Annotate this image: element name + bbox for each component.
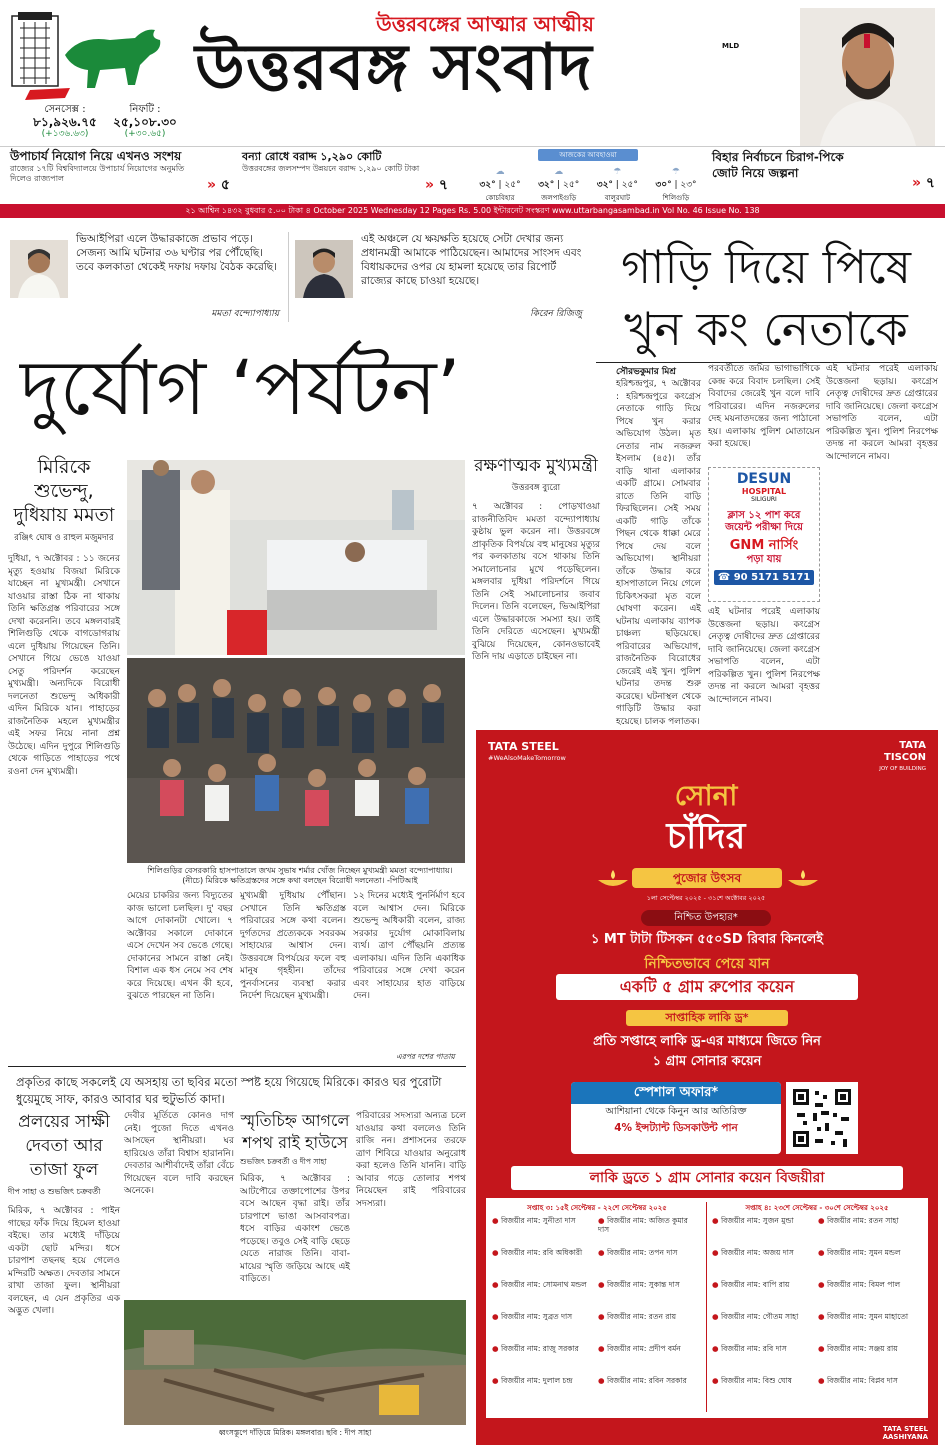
sensex-change: (+১৩৬.৬৩) — [41, 129, 89, 139]
winner-entry — [492, 1312, 594, 1321]
desun-sub: HOSPITAL — [741, 487, 787, 496]
weather-city: ☁ ৩২° | ২৫° কোচবিহার — [479, 167, 521, 202]
story-right-col3: এই ঘটনার পরেই এলাকায় উত্তেজনা ছড়ায়। কংগ্রেস নেতৃত্ব দোষীদের দ্রুত গ্রেপ্তারের দাবি জানিয়েছে। জেলা কংগ্রেস সভাপতি বলেন, এটা পরিকল্পিত খুন। পুলিশ নিরপেক্ষ তদন্ত না করলে আমরা বৃহত্তর আন্দোলনে নামব। — [826, 364, 938, 462]
bullet-icon: ● — [492, 1216, 501, 1225]
teaser-3[interactable] — [712, 149, 937, 201]
teaser-3-page-number: ৭ — [925, 175, 935, 191]
bottom-story-1-body: মিরিক, ৭ অক্টোবর : পাইন গাছের ফাঁক দিয়ে হিমেল হাওয়া বইছে। তার মধ্যেই দাঁড়িয়ে একটা ছোট মন্দির। ধসে চারপাশ তছনছ হয়ে গেলেও মন্দিরটি অক্ষত। দেবতার সামনে রাখা তাজা ফুল। স্থানীয়রা বলছেন, এ যেন প্রকৃতির এক অদ্ভুত খেলা। — [8, 1206, 120, 1316]
winner-entry — [598, 1344, 700, 1353]
winner-name: বিজয়ীর নাম: সুব্রত দাস — [500, 1312, 573, 1321]
winner-name: বিজয়ীর নাম: রবিন সরকার — [606, 1376, 687, 1385]
winner-name: বিজয়ীর নাম: বিপ্লব দাস — [826, 1376, 898, 1385]
story-right-col1: হরিশ্চন্দ্রপুর, ৭ অক্টোবর : হরিশ্চন্দ্রপুরে কংগ্রেস নেতাকে গাড়ি দিয়ে পিষে খুন করার অভিযোগ উঠল। মৃত নেতার নাম নজরুল ইসলাম (৪৫)। তাঁর বাড়ি থানা এলাকার একটি গ্রামে। সোমবার রাতে তিনি বাড়ি ফিরছিলেন। সেই সময় একটি গাড়ি তাঁকে পিছন থেকে ধাক্কা মেরে পিষে দেয় বলে অভিযোগ। স্থানীয়রা তাঁকে উদ্ধার করে হাসপাতালে নিয়ে গেলে চিকিৎসকরা মৃত বলে ঘোষণা করেন। এই ঘটনায় এলাকায় ব্যাপক চাঞ্চল্য ছড়িয়েছে। পরিবারের অভিযোগ, রাজনৈতিক বিরোধের জেরেই এই খুন। পুলিশ ঘটনার তদন্ত শুরু করেছে। ঘটনাস্থল থেকে গাড়িটি উদ্ধার করা হয়েছে। চালক পলাতক। — [616, 379, 701, 727]
teaser-3-page — [912, 171, 935, 195]
desun-line2: জয়েন্ট পরীক্ষা দিয়ে — [725, 522, 803, 533]
bullet-icon: ● — [712, 1344, 721, 1353]
winner-name: বিজয়ীর নাম: সোমনাথ মন্ডল — [500, 1280, 587, 1289]
winner-entry — [492, 1344, 594, 1353]
tagline: উত্তরবঙ্গের আত্মার আত্মীয় — [376, 12, 594, 36]
sensex-value: ৮১,৯২৬.৭৫ — [33, 115, 97, 129]
quote-1-author: মমতা বন্দ্যোপাধ্যায় — [211, 309, 279, 319]
nifty-label: নিফটি : — [129, 104, 161, 115]
special-offer-box — [571, 1082, 781, 1154]
story-center — [472, 455, 600, 725]
winner-entry — [598, 1248, 700, 1257]
quote-2-text: এই অঞ্চলে যে ক্ষয়ক্ষতি হয়েছে সেটা দেখার জন্য প্রধানমন্ত্রী আমাকে পাঠিয়েছেন। আমাদের সাংসদ এবং বিধায়কদের ওপর যে হামলা হয়েছে তার রিপোর্ট রাজ্যের কাছে চাওয়া হয়েছে। — [361, 233, 582, 287]
cloud-icon: ☁ — [554, 167, 564, 177]
quote-1-text: ভিআইপিরা এলে উদ্ধারকাজে প্রভাব পড়ে। সেজন্য আমি ঘটনার ৩৬ ঘণ্টার পর পৌঁছেছি। তবে কলকাতা থেকেই দফায় দফায় বৈঠক করেছি। — [76, 233, 277, 273]
coin-line: একটি ৫ গ্রাম রুপোর কয়েন — [556, 974, 858, 1000]
quote-2 — [288, 232, 588, 322]
nifty-value: ২৫,১০৮.৩০ — [113, 115, 177, 129]
desun-phone-number: 90 5171 5171 — [733, 572, 811, 583]
sensex-block — [30, 104, 100, 140]
bullet-icon: ● — [492, 1376, 501, 1385]
story-right-col2b: এই ঘটনার পরেই এলাকায় উত্তেজনা ছড়ায়। কংগ্রেস নেতৃত্ব দোষীদের দ্রুত গ্রেপ্তারের দাবি জানিয়েছে। জেলা কংগ্রেস সভাপতি বলেন, এটা পরিকল্পিত খুন। পুলিশ নিরপেক্ষ তদন্ত না করলে আমরা বৃহত্তর আন্দোলনে নামব। — [708, 607, 820, 705]
diya-icon — [596, 870, 630, 890]
arrow-icon: » — [206, 177, 217, 193]
winner-entry — [818, 1312, 920, 1321]
assured-sub: নিশ্চিতভাবে পেয়ে যান — [644, 956, 770, 972]
center-caption: শিলিগুড়ির বেসরকারি হাসপাতালে জখম সুভাষ শর্মার খোঁজ নিচ্ছেন মুখ্যমন্ত্রী মমতা বন্দ্যোপাধ্যায়। (নীচে) মিরিকে ক্ষতিগ্রস্তদের সঙ্গে কথা বলছেন বিরোধী দলনেতা। -পিটিআই — [147, 866, 453, 885]
diya-icon — [786, 870, 820, 890]
winner-entry — [492, 1376, 594, 1385]
teaser-1-title: উপাচার্য নিয়োগ নিয়ে এখনও সংশয় — [10, 149, 182, 163]
arrow-icon: » — [911, 175, 922, 191]
lower-col1: মেয়ের চাকরির জন্য বিদ্যুতের কাজ ভালো চলছিল। দু' বছর আগে দোকানটা খোলে। ৭ অক্টোবর সকালে দোকানে এসে দেখেন সব ভেঙে গেছে। দোকানের সামনে রাস্তা নেই। বিশাল এক ধস নেমে সব শেষ করে দিয়েছে। এখন কী হবে, বুঝতে পারছেন না তিনি। — [127, 891, 233, 1001]
bullet-icon: ● — [818, 1216, 827, 1225]
rain-icon: ☂ — [671, 167, 680, 177]
winner-name: বিজয়ীর নাম: সুকান্ত দাস — [606, 1280, 680, 1289]
winner-name: বিজয়ীর নাম: রতন সাহা — [826, 1216, 899, 1225]
bullet-icon: ● — [598, 1248, 607, 1257]
lower-col2: মুখ্যমন্ত্রী দুধিয়ায় পৌঁছান। সেখানে তিনি ক্ষতিগ্রস্ত পরিবারের সঙ্গে কথা বলেন। দুর্গতদের প্রত্যেককে সবরকম সাহায্যের আশ্বাস দেন। উত্তরবঙ্গে বিপর্যয়ের ফলে বহু মানুষ গৃহহীন। তাঁদের পুনর্বাসনের ব্যবস্থা করার নির্দেশ দিয়েছেন মুখ্যমন্ত্রী। — [240, 891, 346, 1001]
week4-label: সপ্তাহ ৪: ২৩শে সেপ্টেম্বর - ৩০শে সেপ্টেম্বর ২০২৫ — [745, 1204, 889, 1212]
winner-name: বিজয়ীর নাম: রবি অধিকারী — [500, 1248, 583, 1257]
assured-line: ১ MT টাটা টিসকন ৫৫০SD রিবার কিনলেই — [590, 932, 824, 947]
winner-entry — [598, 1312, 700, 1321]
teaser-1-page — [207, 173, 230, 197]
story-center-byline: উত্তরবঙ্গ ব্যুরো — [511, 483, 561, 493]
winners-title: লাকি ড্রতে ১ গ্রাম সোনার কয়েন বিজয়ীরা — [511, 1166, 903, 1190]
bullet-icon: ● — [712, 1312, 721, 1321]
teaser-2-body: উত্তরবঙ্গের জলসম্পদ উন্নয়নে বরাদ্দ ১,২৯০ কোটি টাকা — [242, 164, 420, 173]
winner-entry — [712, 1376, 814, 1385]
bottom-story-2-body2: পরিবারের সদস্যরা অন্যত্র চলে যাওয়ার কথা বললেও তিনি রাজি নন। প্রশাসনের তরফে ত্রাণ শিবিরে যাওয়ার অনুরোধ করা হলেও তিনি যাননি। বাড়ি আবার গড়ে তোলার শপথ নিয়েছেন রাই পরিবারের সদস্যরা। — [356, 1111, 466, 1209]
quote-1 — [8, 232, 283, 322]
special-line2: 4% ইন্সট্যান্ট ডিসকাউন্ট পান — [614, 1122, 738, 1134]
desun-line1: ক্লাস ১২ পাশ করে — [727, 510, 801, 521]
rijiju-avatar — [295, 240, 353, 298]
winner-entry — [492, 1216, 594, 1225]
winner-name: বিজয়ীর নাম: রতন রায় — [606, 1312, 677, 1321]
winner-name: বিজয়ীর নাম: অজিত কুমার দাস — [598, 1216, 688, 1234]
bottom-story-1-body2: দেবীর মূর্তিতে কোনও দাগ নেই। পুজো দিতে এখনও আসছেন স্থানীয়রা। ঘর হারিয়েও তাঁরা বিশ্বাস হারাননি। দেবতার আশীর্বাদেই তাঁরা বেঁচে গিয়েছেন বলে দাবি করছেন অনেকে। — [124, 1111, 234, 1196]
winner-name: বিজয়ীর নাম: সুনীতা দাস — [500, 1216, 576, 1225]
sona-label: সোনা — [674, 779, 738, 812]
mld-label: MLD — [722, 42, 740, 50]
story-center-title[interactable]: রক্ষণাত্মক মুখ্যমন্ত্রী — [474, 456, 598, 476]
bottom-caption: ধ্বংসস্তূপে দাঁড়িয়ে মিরিক। মঙ্গলবার। ছবি : দীপ সাহা — [218, 1428, 372, 1437]
mamata-avatar — [10, 240, 68, 298]
tata-dates: ১লা সেপ্টেম্বর ২০২৫ - ৩১শে অক্টোবর ২০২৫ — [646, 894, 766, 902]
winner-name: বিজয়ীর নাম: বিমল পাল — [826, 1280, 901, 1289]
desun-phone[interactable] — [714, 570, 814, 585]
right-byline: সৌরভকুমার মিশ্র — [616, 367, 676, 377]
puja-label: পুজোর উৎসব — [632, 868, 782, 888]
winner-name: বিজয়ীর নাম: সঞ্জয় রায় — [826, 1344, 898, 1353]
teaser-2[interactable] — [242, 149, 452, 201]
masthead-title: উত্তরবঙ্গ সংবাদ — [195, 31, 593, 105]
bullet-icon: ● — [598, 1312, 607, 1321]
teaser-3-title: বিহার নির্বাচনে চিরাগ-পিকে জোট নিয়ে জল্পনা — [712, 150, 844, 180]
winner-entry — [712, 1216, 814, 1225]
weather-header: আজকের আবহাওয়া — [538, 149, 638, 161]
winner-entry — [598, 1216, 700, 1234]
weather-city: ☂ ৩২° | ২৫° বালুরঘাট — [596, 167, 638, 202]
desun-city: SILIGURI — [751, 496, 777, 503]
teaser-2-title: বন্যা রোধে বরাদ্দ ১,২৯০ কোটি — [242, 150, 382, 163]
winner-name: বিজয়ীর নাম: সুমন মন্ডল — [826, 1248, 901, 1257]
winner-entry — [818, 1248, 920, 1257]
tiscon-sub: JOY OF BUILDING — [879, 766, 926, 772]
weekly-line2: ১ গ্রাম সোনার কয়েন — [652, 1054, 762, 1069]
teaser-bar — [0, 146, 945, 204]
story-left-title[interactable]: মিরিকে শুভেন্দু, দুধিয়ায় মমতা — [13, 456, 115, 526]
special-line1: আশিয়ানা থেকে কিনুন আর অতিরিক্ত — [605, 1106, 747, 1117]
winners-panel — [486, 1198, 928, 1418]
teaser-2-page-number: ৭ — [438, 177, 448, 193]
teaser-1[interactable] — [10, 149, 232, 201]
winner-name: বিজয়ীর নাম: সুমন মাহাতো — [826, 1312, 909, 1321]
sensex-label: সেনসেক্স : — [44, 104, 86, 115]
winner-entry — [712, 1248, 814, 1257]
hospital-photo — [127, 460, 465, 655]
bullet-icon: ● — [598, 1344, 607, 1353]
bullet-icon: ● — [492, 1344, 501, 1353]
winner-name: বিজয়ীর নাম: রবি দাস — [720, 1344, 787, 1353]
desun-brand: DESUN — [736, 471, 792, 487]
story-left-body: দুধিয়া, ৭ অক্টোবর : ১১ জনের মৃত্যু হওয়ায় বিজয়া মিরিকে যাচ্ছেন না মুখ্যমন্ত্রী। সেখানে যাওয়ার রাস্তা ঠিক না থাকায় তিনি ক্ষতিগ্রস্ত পরিবারের সঙ্গে দেখা করেননি। তবে মঙ্গলবারই শিলিগুড়ি থেকে বাগডোগরায় এলে দুধিয়ায় গিয়েছেন তিনি। সেখানে গিয়ে ভেঙে যাওয়া সেতু পরিদর্শন করেছেন মুখ্যমন্ত্রী। অন্যদিকে বিরোধী দলনেতা শুভেন্দু অধিকারী এদিন মিরিকে যান। পাহাড়ের রাজনৈতিক মহলে মুখ্যমন্ত্রীর এই সফর নিয়ে নানা প্রশ্ন উঠেছে। এদিন দুপুরে শিলিগুড়ি থেকে গাড়িতে পাহাড়ের পথে রওনা দেন মুখ্যমন্ত্রী। — [8, 554, 120, 777]
bullet-icon: ● — [818, 1312, 827, 1321]
divider — [8, 1066, 466, 1067]
continued-1: এরপর দশের পাতায় — [396, 1052, 455, 1061]
lower-col3: ১২ দিনের মধ্যেই পুনর্নির্মাণ হবে বলে আশ্বাস দেন। মিরিকে শুভেন্দু অধিকারী বলেন, রাজ্য সরকার দুর্যোগ মোকাবিলায় ব্যর্থ। ত্রাণ পৌঁছয়নি প্রত্যন্ত এলাকায়। এদিন তিনি একাধিক পরিবারের সঙ্গে দেখা করেন এবং সাহায্যের হাত বাড়িয়ে দেন। — [353, 891, 465, 1001]
hospital-icon — [719, 472, 809, 504]
teaser-2-page — [425, 173, 448, 197]
bullet-icon: ● — [712, 1376, 721, 1385]
quote-2-author: কিরেন রিজিজু — [530, 309, 582, 319]
winner-name: বিজয়ীর নাম: বাপি রায় — [720, 1280, 790, 1289]
bullet-icon: ● — [492, 1248, 501, 1257]
winner-entry — [492, 1248, 594, 1257]
winner-entry — [818, 1216, 920, 1225]
winners-week3 — [492, 1216, 702, 1411]
weather-city: ☂ ৩০° | ২৩° শিলিগুড়ি — [655, 167, 697, 202]
nifty-change: (+৩০.৬৫) — [124, 129, 166, 139]
tata-steel-brand: TATA STEEL — [488, 740, 559, 753]
bullet-icon: ● — [818, 1344, 827, 1353]
weather-city: ☁ ৩২° | ২৫° জলপাইগুড়ি — [538, 167, 580, 202]
desun-line4: পড়া যায় — [746, 554, 782, 565]
bottom-story-1-title[interactable]: প্রলয়ের সাক্ষী দেবতা আর তাজা ফুল — [18, 1112, 110, 1180]
winner-entry — [492, 1280, 594, 1289]
bottom-story-2 — [240, 1110, 350, 1295]
winner-name: বিজয়ীর নাম: বিশু ঘোষ — [720, 1376, 792, 1385]
qr-code-icon[interactable] — [786, 1082, 858, 1154]
bullet-icon: ● — [598, 1216, 607, 1225]
masthead — [0, 0, 945, 146]
desun-ad[interactable] — [708, 467, 820, 602]
bullet-icon: ● — [492, 1312, 501, 1321]
bullet-icon: ● — [818, 1280, 827, 1289]
winner-entry — [712, 1312, 814, 1321]
bullet-icon: ● — [492, 1280, 501, 1289]
chandi-label: চাঁদির — [666, 816, 746, 857]
arrow-icon: » — [424, 177, 435, 193]
tata-hashtag: #WeAlsoMakeTomorrow — [488, 754, 566, 762]
weekly-line1: প্রতি সপ্তাহে লাকি ড্র-এর মাধ্যমে জিতে নিন — [593, 1034, 821, 1049]
winner-entry — [598, 1280, 700, 1289]
story-center-body: ৭ অক্টোবর : পোড়খাওয়া রাজনীতিবিদ মমতা বন্দ্যোপাধ্যায় কুষ্ঠায় ভুল করেন না। উত্তরবঙ্গে প্রাকৃতিক বিপর্যয়ে বহু মানুষের মৃত্যুর পর কলকাতায় বসে থাকায় তিনি সমালোচনার মুখে পড়েছিলেন। মঙ্গলবার দুধিয়া পরিদর্শনে গিয়ে তিনি সেই সমালোচনার জবাব দিলেন। তিনি বলেছেন, ভিআইপিরা এলে উদ্ধারকাজে সমস্যা হয়। তাই তিনি দেরিতে এসেছেন। মুখ্যমন্ত্রী বুঝিয়ে দিয়েছেন, কোনওভাবেই তিনি দায় এড়াতে চাইছেন না। — [472, 502, 600, 662]
bottom-story-2-body: মিরিক, ৭ অক্টোবর : আটপৌরে তক্তাপোশের উপর বসে আছেন বৃদ্ধা রাই। তাঁর চারপাশে ভাঙা আসবাবপত্র। ধসে বাড়ির একাংশ ভেঙে পড়েছে। তবুও সেই বাড়ি ছেড়ে যেতে নারাজ তিনি। বাবা-মায়ের স্মৃতি জড়িয়ে আছে এই বাড়িতে। — [240, 1174, 350, 1284]
nifty-block — [110, 104, 180, 140]
aashiyana-brand: TATA STEEL AASHIYANA — [882, 1425, 928, 1441]
teaser-1-page-number: ৫ — [220, 177, 230, 193]
cloud-icon: ☁ — [495, 167, 505, 177]
winner-entry — [598, 1376, 700, 1385]
bull-logo-icon — [10, 10, 170, 102]
winner-name: বিজয়ীর নাম: তপন দাস — [606, 1248, 678, 1257]
winner-name: বিজয়ীর নাম: গৌতম সাহা — [720, 1312, 799, 1321]
bullet-icon: ● — [818, 1248, 827, 1257]
bullet-icon: ● — [818, 1376, 827, 1385]
bullet-icon: ● — [712, 1280, 721, 1289]
winner-name: বিজয়ীর নাম: প্রদীপ বর্মন — [606, 1344, 681, 1353]
assured-title: নিশ্চিত উপহার* — [641, 910, 771, 926]
winner-entry — [818, 1344, 920, 1353]
bottom-story-1 — [8, 1110, 120, 1445]
desun-line3: GNM নার্সিং — [729, 538, 799, 553]
landslide-photo — [124, 1300, 466, 1425]
tata-ad[interactable] — [476, 730, 938, 1445]
weekly-title: সাপ্তাহিক লাকি ড্র* — [626, 1010, 788, 1026]
bullet-icon: ● — [712, 1216, 721, 1225]
winner-entry — [712, 1280, 814, 1289]
divider — [706, 1202, 707, 1412]
winner-name: বিজয়ীর নাম: রাজু সরকার — [500, 1344, 579, 1353]
tiscon-brand: TATA TISCON — [884, 740, 926, 763]
weather-panel — [472, 149, 704, 201]
bullet-icon: ● — [598, 1376, 607, 1385]
dateline: ২১ আশ্বিন ১৪৩২ বুধবার ৫.০০ টাকা ৪ October 2025 Wednesday 12 Pages Rs. 5.00 ইন্টারনেট সংস্করণ www.uttarbangasambad.in Vol No. 46 Issue No. 138 — [0, 204, 945, 218]
story-right-col2: পরবর্তীতে জমির ভাগাভাগিকে কেন্দ্র করে বিবাদ চলছিল। সেই বিবাদের জেরেই খুন বলে দাবি পরিবারের। এদিন নজরুলের দেহ ময়নাতদন্তের জন্য পাঠানো হয়। এলাকায় পুলিশ মোতায়েন করা হয়েছে। — [708, 364, 820, 449]
winner-entry — [818, 1280, 920, 1289]
bottom-story-1-byline: দীপ সাহা ও শুভজিৎ চক্রবর্তী — [8, 1187, 101, 1196]
week3-label: সপ্তাহ ৩: ১৫ই সেপ্টেম্বর - ২২শে সেপ্টেম্বর ২০২৫ — [527, 1204, 667, 1212]
crowd-photo — [127, 658, 465, 863]
phone-icon: ☎ — [717, 572, 731, 583]
winner-entry — [818, 1376, 920, 1385]
winner-name: বিজয়ীর নাম: দুলাল চন্দ্র — [500, 1376, 573, 1385]
right-headline[interactable]: গাড়ি দিয়ে পিষে খুন কং নেতাকে — [621, 240, 911, 356]
winners-week4 — [712, 1216, 922, 1411]
bottom-story-2-title[interactable]: স্মৃতিচিহ্ন আগলে শপথ রাই হাউসে — [240, 1111, 350, 1152]
bottom-story-2-byline: শুভজিৎ চক্রবর্তী ও দীপ সাহা — [240, 1157, 327, 1166]
special-title: স্পেশাল অফার* — [571, 1082, 781, 1104]
story-left — [8, 455, 120, 1065]
story-left-byline: রঞ্জিৎ ঘোষ ও রাহুল মজুমদার — [14, 533, 114, 543]
bullet-icon: ● — [598, 1280, 607, 1289]
portrait-photo — [800, 8, 935, 146]
banner-text: প্রকৃতির কাছে সকলেই যে অসহায় তা ছবির মতো স্পষ্ট হয়ে গিয়েছে মিরিকে। কারও ঘর পুরোটা ধুয়েমুছে সাফ, কারও আবার ঘর হুটুভর্তি কাদা। — [16, 1075, 442, 1106]
winner-entry — [712, 1344, 814, 1353]
teaser-1-body: রাজ্যের ১৭টি বিশ্ববিদ্যালয়ে উপাচার্য নিয়োগের অনুমতি দিলেও রাজ্যপাল — [10, 164, 185, 183]
winner-name: বিজয়ীর নাম: সুজন মুন্ডা — [720, 1216, 794, 1225]
bullet-icon: ● — [712, 1248, 721, 1257]
winner-name: বিজয়ীর নাম: অজয় দাস — [720, 1248, 794, 1257]
rain-icon: ☂ — [613, 167, 622, 177]
main-headline[interactable]: দুর্যোগ ‘পর্যটন’ — [20, 343, 461, 432]
